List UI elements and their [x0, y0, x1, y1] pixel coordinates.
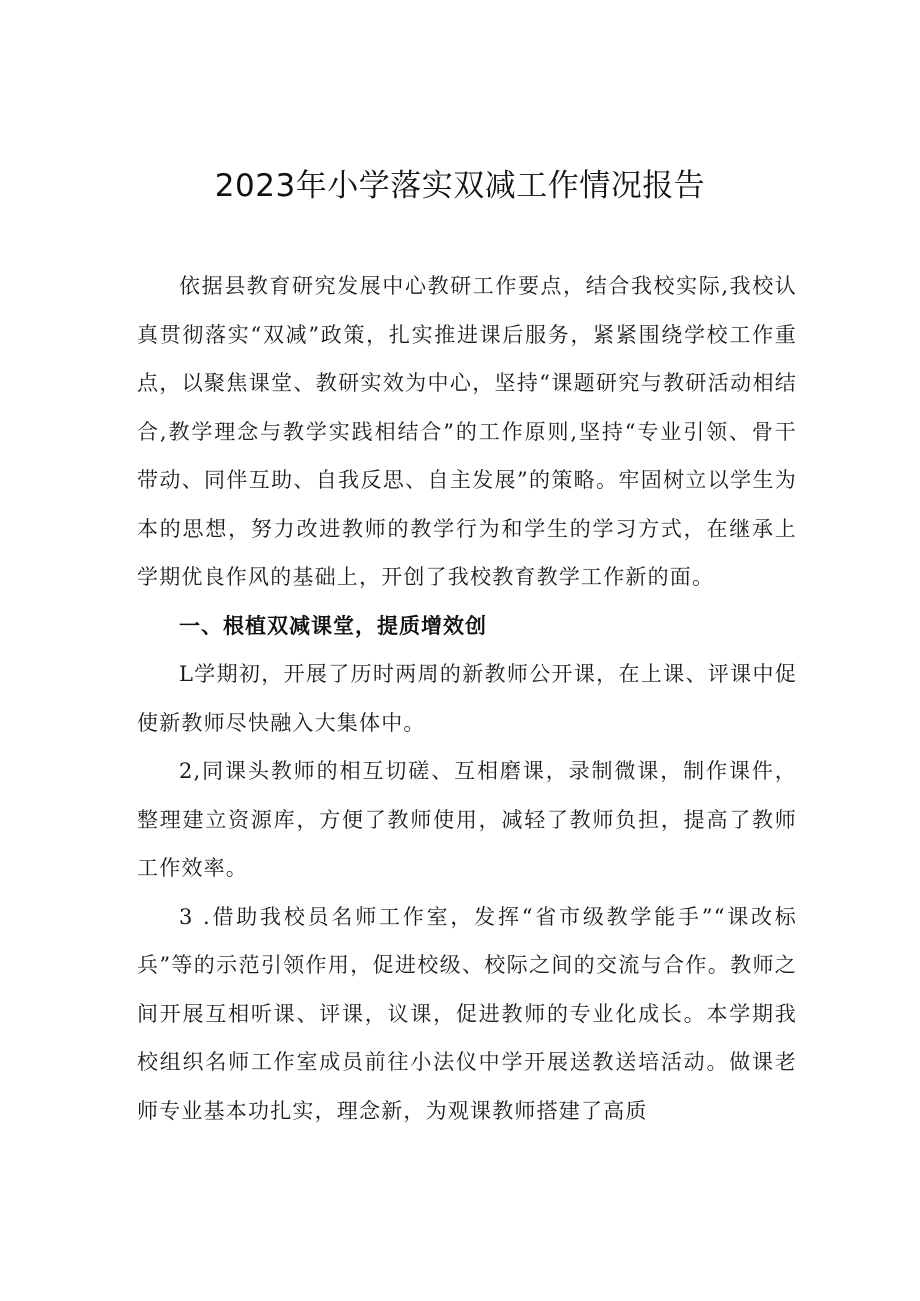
intro-paragraph: 依据县教育研究发展中心教研工作要点，结合我校实际,我校认真贯彻落实“双减”政策，扎实推进课后服务，紧紧围绕学校工作重点，以聚焦课堂、教研实效为中心，坚持“课题研究与教研活动相结合,教学理念与教学实践相结合”的工作原则,坚持“专业引领、骨干带动、同伴互助、自我反思、自主发展”的策略。牢固树立以学生为本的思想，努力改进教师的教学行为和学生的学习方式，在继承上学期优良作风的基础上，开创了我校教育教学工作新的面。: [137, 274, 797, 589]
list-item-3: 3 .借助我校员名师工作室，发挥“省市级教学能手”“课改标兵”等的示范引领作用，促进校级、校际之间的交流与合作。教师之间开展互相听课、评课，议课，促进教师的专业化成长。本学期我校组织名师工作室成员前往小法仪中学开展送教送培活动。做课老师专业基本功扎实，理念新，为观课教师搭建了高质: [137, 904, 797, 1123]
list-item-1: L学期初，开展了历时两周的新教师公开课，在上课、评课中促使新教师尽快融入大集体中。: [137, 662, 797, 735]
document-body: [137, 262, 797, 1135]
list-item-2: 2,同课头教师的相互切磋、互相磨课，录制微课，制作课件，整理建立资源库，方便了教师使用，减轻了教师负担，提高了教师工作效率。: [137, 759, 797, 880]
document-title: 2023年小学落实双减工作情况报告: [214, 168, 706, 204]
section-heading-1: 一、根植双减课堂，提质增效创: [179, 613, 487, 638]
